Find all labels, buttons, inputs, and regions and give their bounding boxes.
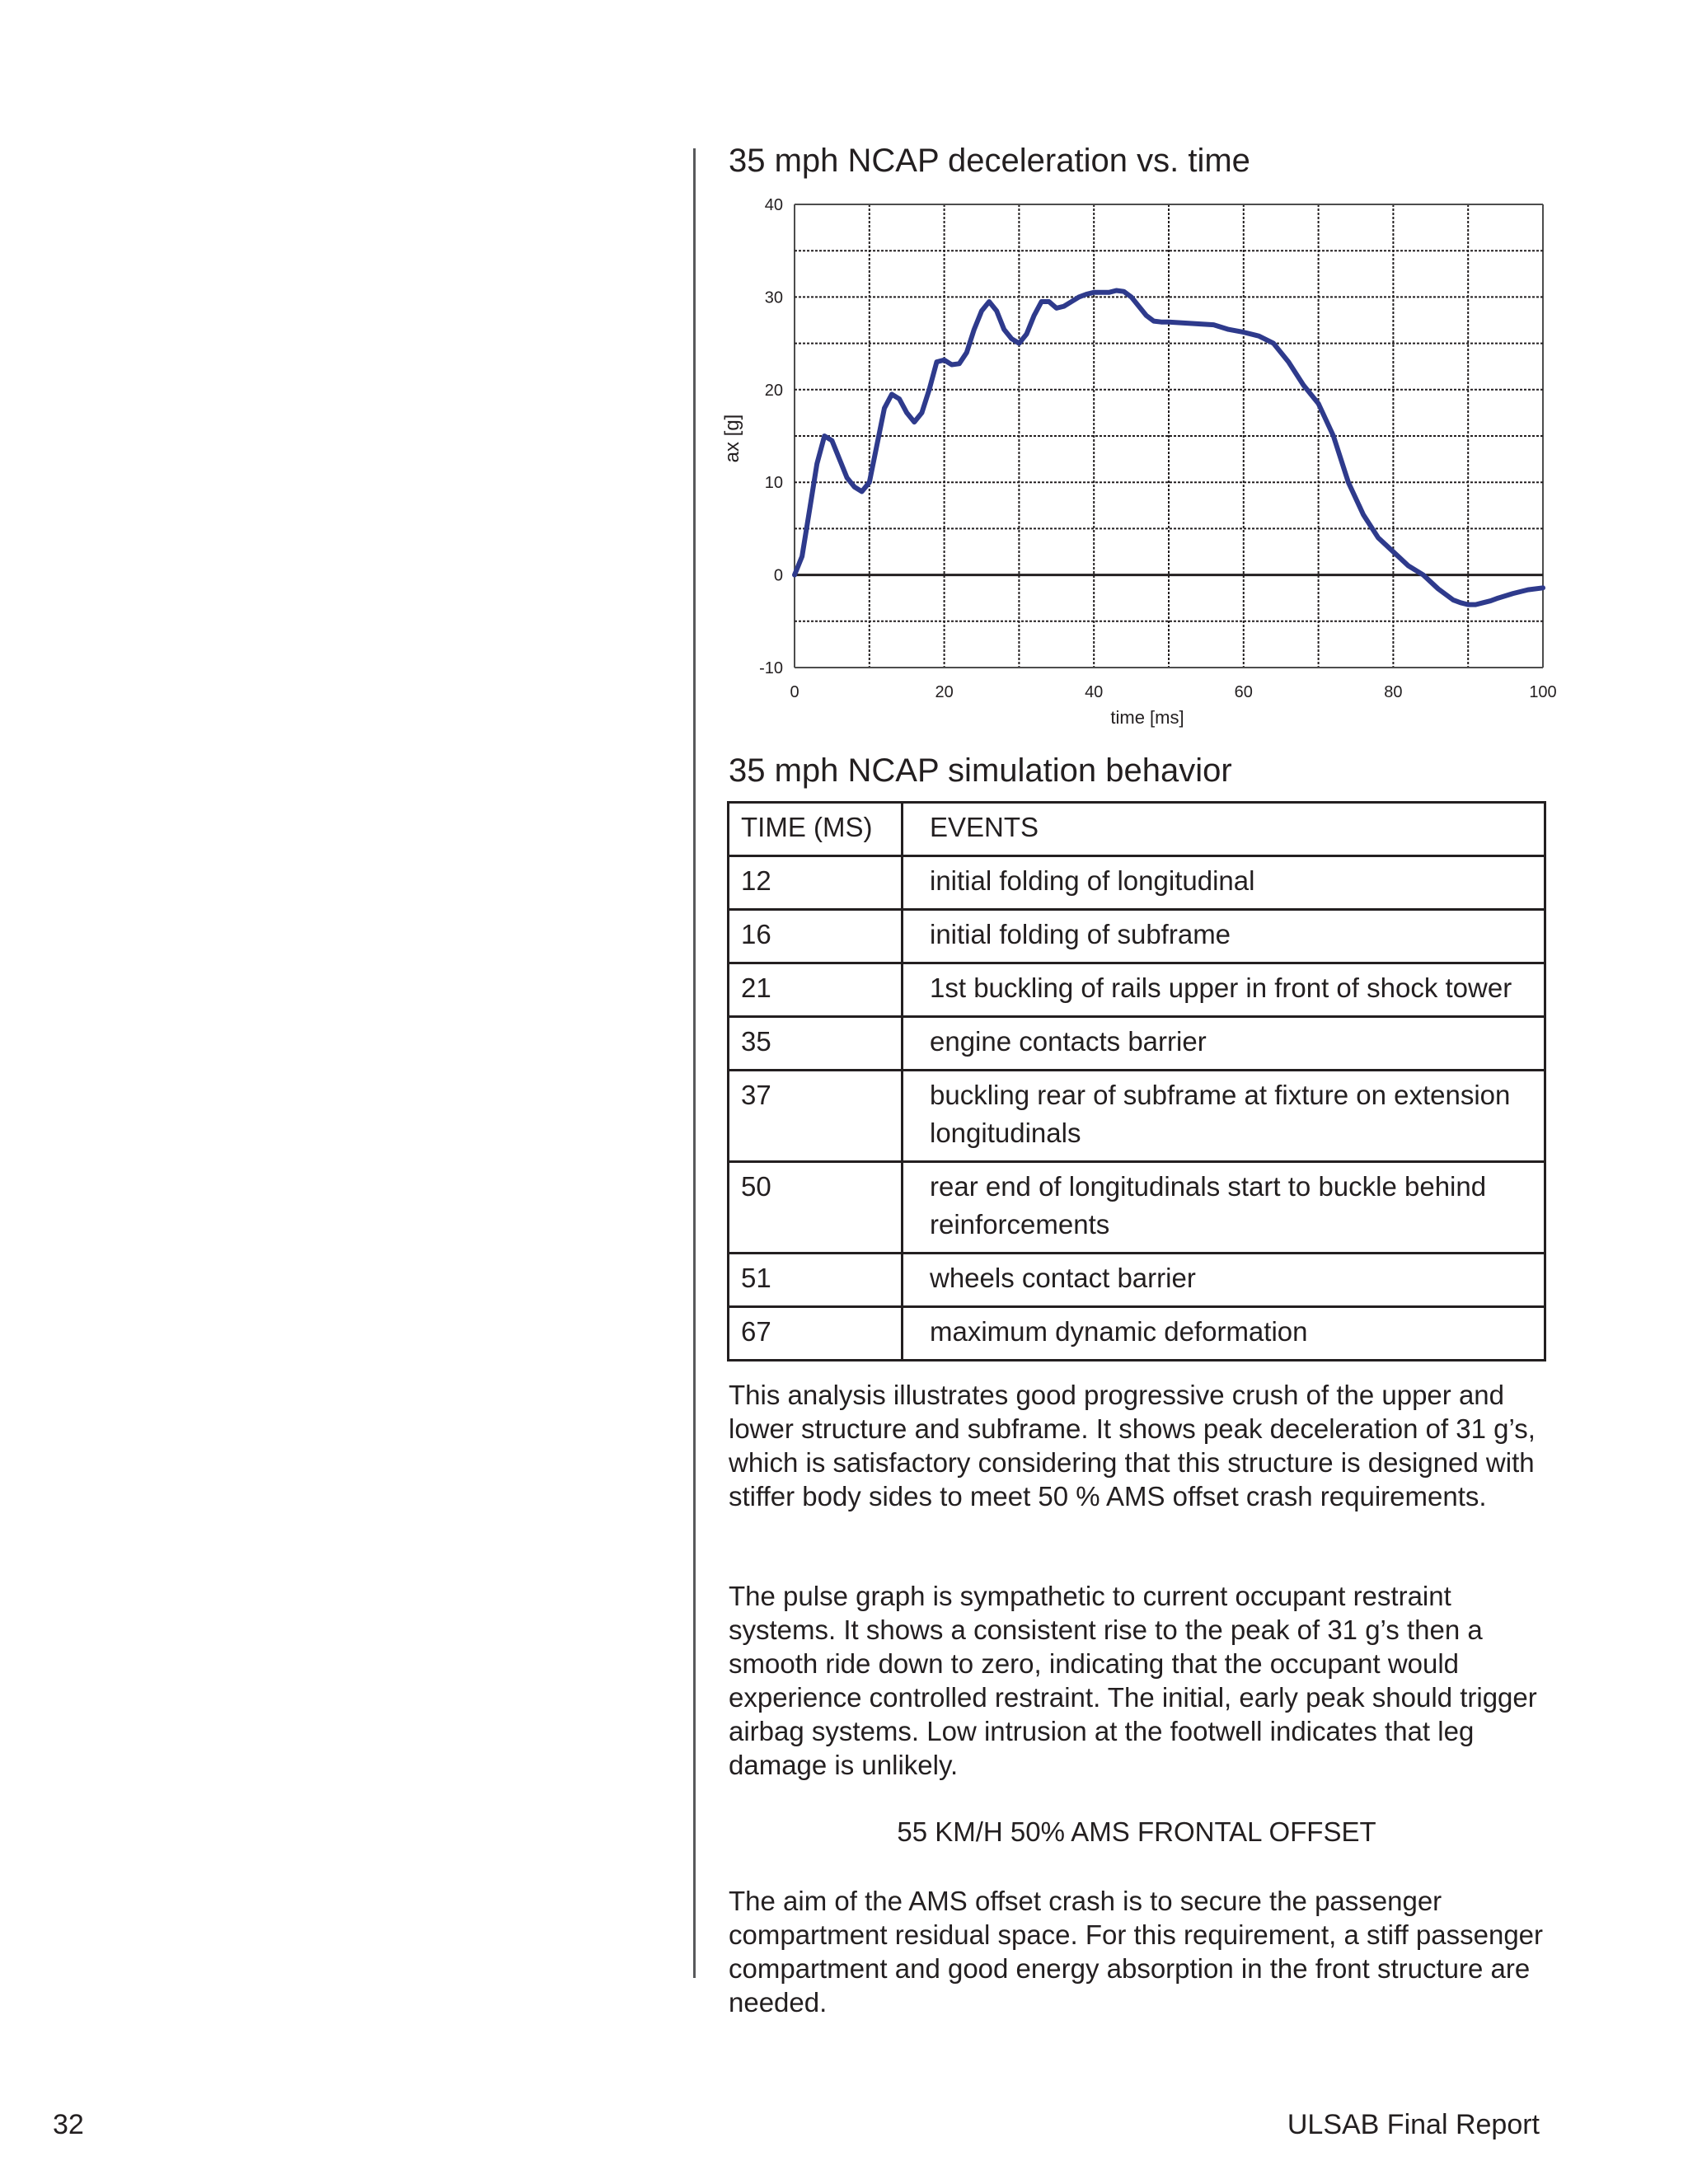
y-tick-label: 0	[773, 566, 783, 585]
table-header-row	[729, 803, 1545, 856]
y-tick-label: -10	[759, 659, 783, 677]
x-axis-label: time [ms]	[1110, 707, 1184, 728]
x-tick-label: 100	[1529, 683, 1557, 701]
deceleration-chart	[712, 191, 1563, 735]
event-cell: rear end of longitudinals start to buckle behind reinforcements	[903, 1162, 1545, 1254]
x-tick-label: 80	[1384, 683, 1403, 701]
x-tick-label: 40	[1085, 683, 1104, 701]
analysis-paragraph: This analysis illustrates good progressive crush of the upper and lower structure and subframe. It shows peak deceleration of 31 g’s, which is satisfactory considering that this structure is designed with stiffer body sides to meet 50 % AMS offset crash requirements.	[729, 1380, 1536, 1511]
table-row	[729, 1254, 1545, 1307]
table-row	[729, 910, 1545, 963]
y-axis-label: ax [g]	[721, 414, 743, 463]
ams-offset-paragraph: The aim of the AMS offset crash is to secure the passenger compartment residual space. For this requirement, a stiff passenger compartment and good energy absorption in the front structure are needed.	[729, 1886, 1544, 2018]
event-cell: buckling rear of subframe at fixture on extension longitudinals	[903, 1071, 1545, 1162]
time-cell: 21	[729, 963, 903, 1017]
table-title: 35 mph NCAP simulation behavior	[729, 752, 1232, 789]
time-cell: 35	[729, 1017, 903, 1071]
x-tick-label: 0	[790, 683, 799, 701]
table-row	[729, 963, 1545, 1017]
y-tick-label: 10	[764, 474, 783, 493]
time-cell: 12	[729, 856, 903, 910]
table-row	[729, 1071, 1545, 1162]
events-table	[727, 801, 1546, 1361]
time-cell: 50	[729, 1162, 903, 1254]
y-tick-label: 40	[764, 196, 783, 214]
pulse-graph-paragraph: The pulse graph is sympathetic to current occupant restraint systems. It shows a consistent rise to the peak of 31 g’s then a smooth ride down to zero, indicating that the occupant would experience controlled restraint. The initial, early peak should trigger airbag systems. Low intrusion at the footwell indicates that leg damage is unlikely.	[729, 1581, 1537, 1780]
time-column-header: TIME (MS)	[729, 803, 903, 856]
time-cell: 16	[729, 910, 903, 963]
table-row	[729, 1162, 1545, 1254]
event-cell: engine contacts barrier	[903, 1017, 1545, 1071]
x-tick-label: 20	[935, 683, 954, 701]
table-row	[729, 856, 1545, 910]
page-number: 32	[53, 2109, 84, 2140]
table-row	[729, 1017, 1545, 1071]
time-cell: 67	[729, 1307, 903, 1361]
report-name: ULSAB Final Report	[1287, 2109, 1540, 2140]
table-row	[729, 1307, 1545, 1361]
event-cell: wheels contact barrier	[903, 1254, 1545, 1307]
event-cell: 1st buckling of rails upper in front of shock tower	[903, 963, 1545, 1017]
y-tick-label: 30	[764, 288, 783, 307]
chart-title: 35 mph NCAP deceleration vs. time	[729, 143, 1250, 179]
events-column-header: EVENTS	[903, 803, 1545, 856]
time-cell: 37	[729, 1071, 903, 1162]
time-cell: 51	[729, 1254, 903, 1307]
margin-rule	[693, 148, 696, 1978]
event-cell: maximum dynamic deformation	[903, 1307, 1545, 1361]
event-cell: initial folding of subframe	[903, 910, 1545, 963]
section-heading: 55 KM/H 50% AMS FRONTAL OFFSET	[897, 1816, 1376, 1847]
y-tick-label: 20	[764, 381, 783, 400]
event-cell: initial folding of longitudinal	[903, 856, 1545, 910]
x-tick-label: 60	[1234, 683, 1253, 701]
